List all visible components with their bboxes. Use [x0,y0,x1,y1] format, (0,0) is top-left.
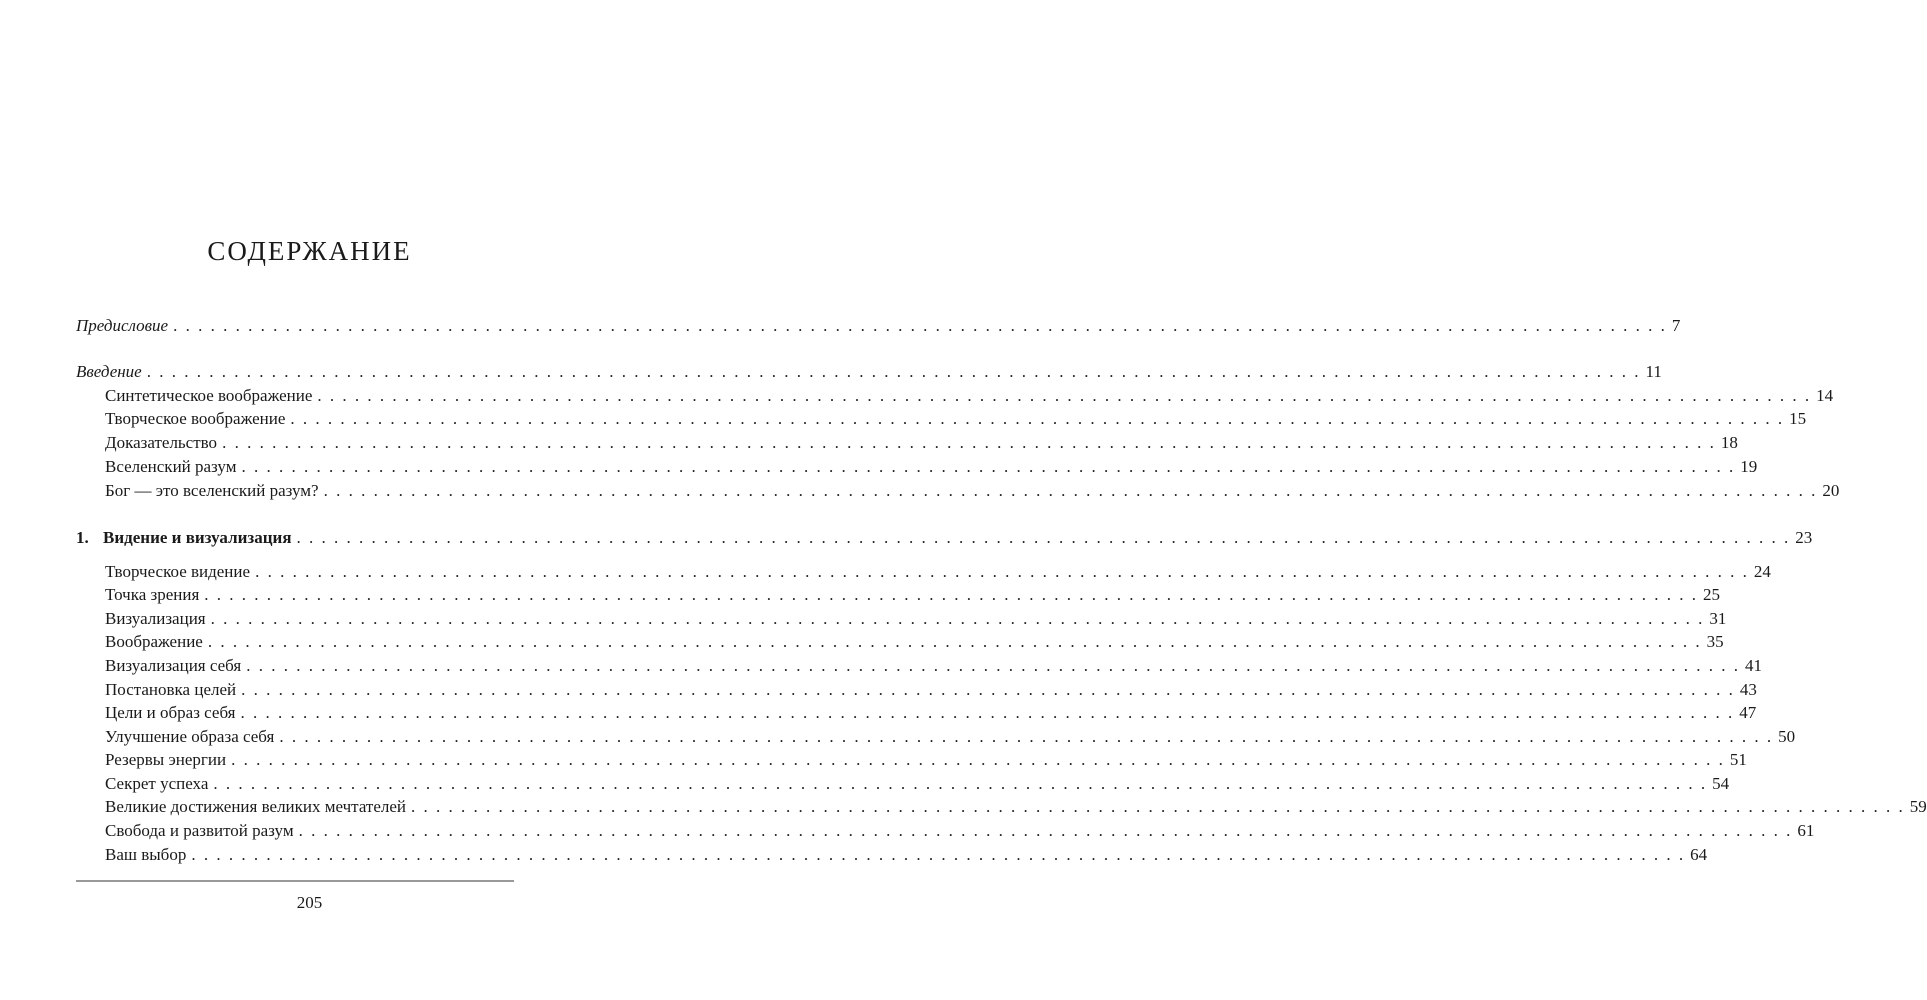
toc-entry-title: Вселенский разум [105,457,237,476]
toc-entry [105,481,1840,501]
toc-entry-page: 41 [1744,656,1762,675]
toc-entry-page: 31 [1709,609,1727,628]
dot-leader: . . . . . . . . . . . . . . . . . . . . . . . . . . . . . . . . . . . . . . . . . . . . . . . . . . . . . . . . . . . . . . . . . . . . . . . . . . . . . . . . . . . . . . . . . . . . . . . . . . . . . . . . . . . . . . . . . . . . . . . . [241,457,1736,476]
toc-entry-page: 20 [1822,481,1840,500]
toc-entry [105,632,1724,652]
toc-entry-page: 24 [1753,562,1771,581]
dot-leader: . . . . . . . . . . . . . . . . . . . . . . . . . . . . . . . . . . . . . . . . . . . . . . . . . . . . . . . . . . . . . . . . . . . . . . . . . . . . . . . . . . . . . . . . . . . . . . . . . . . . . . . . . . . . . . . . . . . . . . . . [241,680,1735,699]
toc-entry [105,797,1927,817]
toc-entry-page: 61 [1797,821,1815,840]
toc-entry [105,457,1758,477]
toc-entry-title: Визуализация себя [105,656,242,675]
toc-entry [105,845,1708,865]
page-title: СОДЕРЖАНИЕ [207,236,412,266]
dot-leader: . . . . . . . . . . . . . . . . . . . . . . . . . . . . . . . . . . . . . . . . . . . . . . . . . . . . . . . . . . . . . . . . . . . . . . . . . . . . . . . . . . . . . . . . . . . . . . . . . . . . . . . . . . . . . . . . . . . . . . . . [240,703,1735,722]
toc-entry [105,609,1727,629]
toc-entry-title: Введение [76,362,142,381]
dot-leader: . . . . . . . . . . . . . . . . . . . . . . . . . . . . . . . . . . . . . . . . . . . . . . . . . . . . . . . . . . . . . . . . . . . . . . . . . . . . . . . . . . . . . . . . . . . . . . . . . . . . . . . . . . . . . . . . . . . . . . . . [246,656,1740,675]
toc-entry [105,386,1834,406]
toc-entry-page: 47 [1739,703,1757,722]
toc-entry-title: Точка зрения [105,585,200,604]
toc-entry-title: Секрет успеха [105,774,209,793]
toc-entry-page: 59 [1909,797,1927,816]
toc-entry-title: Улучшение образа себя [105,727,275,746]
toc-entry-page: 11 [1645,362,1662,381]
dot-leader: . . . . . . . . . . . . . . . . . . . . . . . . . . . . . . . . . . . . . . . . . . . . . . . . . . . . . . . . . . . . . . . . . . . . . . . . . . . . . . . . . . . . . . . . . . . . . . . . . . . . . . . . . . . . . . . . . . . . . . . . [222,433,1716,452]
dot-leader: . . . . . . . . . . . . . . . . . . . . . . . . . . . . . . . . . . . . . . . . . . . . . . . . . . . . . . . . . . . . . . . . . . . . . . . . . . . . . . . . . . . . . . . . . . . . . . . . . . . . . . . . . . . . . . . . . . . . . . . . [207,632,1702,651]
toc-entry-title: Творческое воображение [105,409,286,428]
toc-entry-title: Великие достижения великих мечтателей [105,797,407,816]
dot-leader: . . . . . . . . . . . . . . . . . . . . . . . . . . . . . . . . . . . . . . . . . . . . . . . . . . . . . . . . . . . . . . . . . . . . . . . . . . . . . . . . . . . . . . . . . . . . . . . . . . . . . . . . . . . . . . . . . . . . . . . . [146,362,1641,381]
toc-entry-page: 54 [1712,774,1730,793]
toc-entry [105,821,1815,841]
toc-entry [105,703,1757,723]
toc-entry [105,680,1757,700]
toc-entry-page: 7 [1671,316,1681,335]
toc-entry [105,562,1771,582]
toc-entry-page: 64 [1690,845,1708,864]
page-number: 205 [296,893,323,912]
dot-leader: . . . . . . . . . . . . . . . . . . . . . . . . . . . . . . . . . . . . . . . . . . . . . . . . . . . . . . . . . . . . . . . . . . . . . . . . . . . . . . . . . . . . . . . . . . . . . . . . . . . . . . . . . . . . . . . . . . . . . . . . [255,562,1749,581]
dot-leader: . . . . . . . . . . . . . . . . . . . . . . . . . . . . . . . . . . . . . . . . . . . . . . . . . . . . . . . . . . . . . . . . . . . . . . . . . . . . . . . . . . . . . . . . . . . . . . . . . . . . . . . . . . . . . . . . . . . . . . . . [317,386,1812,405]
toc-entry-page: 43 [1739,680,1757,699]
dot-leader: . . . . . . . . . . . . . . . . . . . . . . . . . . . . . . . . . . . . . . . . . . . . . . . . . . . . . . . . . . . . . . . . . . . . . . . . . . . . . . . . . . . . . . . . . . . . . . . . . . . . . . . . . . . . . . . . . . . . . . . . [411,797,1905,816]
toc-entry [105,656,1762,676]
dot-leader: . . . . . . . . . . . . . . . . . . . . . . . . . . . . . . . . . . . . . . . . . . . . . . . . . . . . . . . . . . . . . . . . . . . . . . . . . . . . . . . . . . . . . . . . . . . . . . . . . . . . . . . . . . . . . . . . . . . . . . . . [191,845,1686,864]
toc-entry-page: 23 [1795,528,1813,547]
toc-entry [105,409,1807,429]
toc-entry-title: Свобода и развитой разум [105,821,294,840]
toc-entry-title: Бог — это вселенский разум? [105,481,319,500]
dot-leader: . . . . . . . . . . . . . . . . . . . . . . . . . . . . . . . . . . . . . . . . . . . . . . . . . . . . . . . . . . . . . . . . . . . . . . . . . . . . . . . . . . . . . . . . . . . . . . . . . . . . . . . . . . . . . . . . . . . . . . . . [204,585,1699,604]
toc-entry-title: Синтетическое воображение [105,386,313,405]
toc-entry-title: Цели и образ себя [105,703,236,722]
dot-leader: . . . . . . . . . . . . . . . . . . . . . . . . . . . . . . . . . . . . . . . . . . . . . . . . . . . . . . . . . . . . . . . . . . . . . . . . . . . . . . . . . . . . . . . . . . . . . . . . . . . . . . . . . . . . . . . . . . . . . . . . [296,528,1791,547]
dot-leader: . . . . . . . . . . . . . . . . . . . . . . . . . . . . . . . . . . . . . . . . . . . . . . . . . . . . . . . . . . . . . . . . . . . . . . . . . . . . . . . . . . . . . . . . . . . . . . . . . . . . . . . . . . . . . . . . . . . . . . . . [173,316,1667,335]
toc-entry-page: 19 [1740,457,1758,476]
toc-entry-page: 25 [1703,585,1721,604]
toc-entry [76,316,1681,336]
toc-entry [76,362,1662,382]
toc-entry-page: 14 [1816,386,1834,405]
toc-entry-page: 18 [1720,433,1738,452]
toc-entry [105,750,1747,770]
toc-entry [105,585,1721,605]
toc-entry-title: Ваш выбор [105,845,187,864]
toc-entry-title: Визуализация [105,609,206,628]
dot-leader: . . . . . . . . . . . . . . . . . . . . . . . . . . . . . . . . . . . . . . . . . . . . . . . . . . . . . . . . . . . . . . . . . . . . . . . . . . . . . . . . . . . . . . . . . . . . . . . . . . . . . . . . . . . . . . . . . . . . . . . . [213,774,1708,793]
chapter-number: 1. [76,528,89,547]
toc-entry-title: Резервы энергии [105,750,227,769]
dot-leader: . . . . . . . . . . . . . . . . . . . . . . . . . . . . . . . . . . . . . . . . . . . . . . . . . . . . . . . . . . . . . . . . . . . . . . . . . . . . . . . . . . . . . . . . . . . . . . . . . . . . . . . . . . . . . . . . . . . . . . . . [290,409,1785,428]
toc-entry-title: Воображение [105,632,203,651]
toc-entry-title: Постановка целей [105,680,237,699]
toc-entry-page: 50 [1778,727,1796,746]
toc-entry-title: Творческое видение [105,562,251,581]
toc-entry-page: 15 [1789,409,1807,428]
dot-leader: . . . . . . . . . . . . . . . . . . . . . . . . . . . . . . . . . . . . . . . . . . . . . . . . . . . . . . . . . . . . . . . . . . . . . . . . . . . . . . . . . . . . . . . . . . . . . . . . . . . . . . . . . . . . . . . . . . . . . . . . [323,481,1818,500]
toc-entry-page: 51 [1729,750,1747,769]
toc-entry [105,433,1738,453]
dot-leader: . . . . . . . . . . . . . . . . . . . . . . . . . . . . . . . . . . . . . . . . . . . . . . . . . . . . . . . . . . . . . . . . . . . . . . . . . . . . . . . . . . . . . . . . . . . . . . . . . . . . . . . . . . . . . . . . . . . . . . . . [298,821,1793,840]
dot-leader: . . . . . . . . . . . . . . . . . . . . . . . . . . . . . . . . . . . . . . . . . . . . . . . . . . . . . . . . . . . . . . . . . . . . . . . . . . . . . . . . . . . . . . . . . . . . . . . . . . . . . . . . . . . . . . . . . . . . . . . . [279,727,1774,746]
dot-leader: . . . . . . . . . . . . . . . . . . . . . . . . . . . . . . . . . . . . . . . . . . . . . . . . . . . . . . . . . . . . . . . . . . . . . . . . . . . . . . . . . . . . . . . . . . . . . . . . . . . . . . . . . . . . . . . . . . . . . . . . [231,750,1725,769]
footer-rule [76,880,514,882]
toc-entry-page: 35 [1706,632,1724,651]
toc-entry-title: Видение и визуализация [103,528,292,547]
toc-entry-title: Доказательство [105,433,218,452]
toc-entry [105,774,1730,794]
dot-leader: . . . . . . . . . . . . . . . . . . . . . . . . . . . . . . . . . . . . . . . . . . . . . . . . . . . . . . . . . . . . . . . . . . . . . . . . . . . . . . . . . . . . . . . . . . . . . . . . . . . . . . . . . . . . . . . . . . . . . . . . [210,609,1705,628]
toc-entry [105,727,1796,747]
toc-entry-title: Предисловие [76,316,169,335]
toc-entry [76,528,1813,548]
